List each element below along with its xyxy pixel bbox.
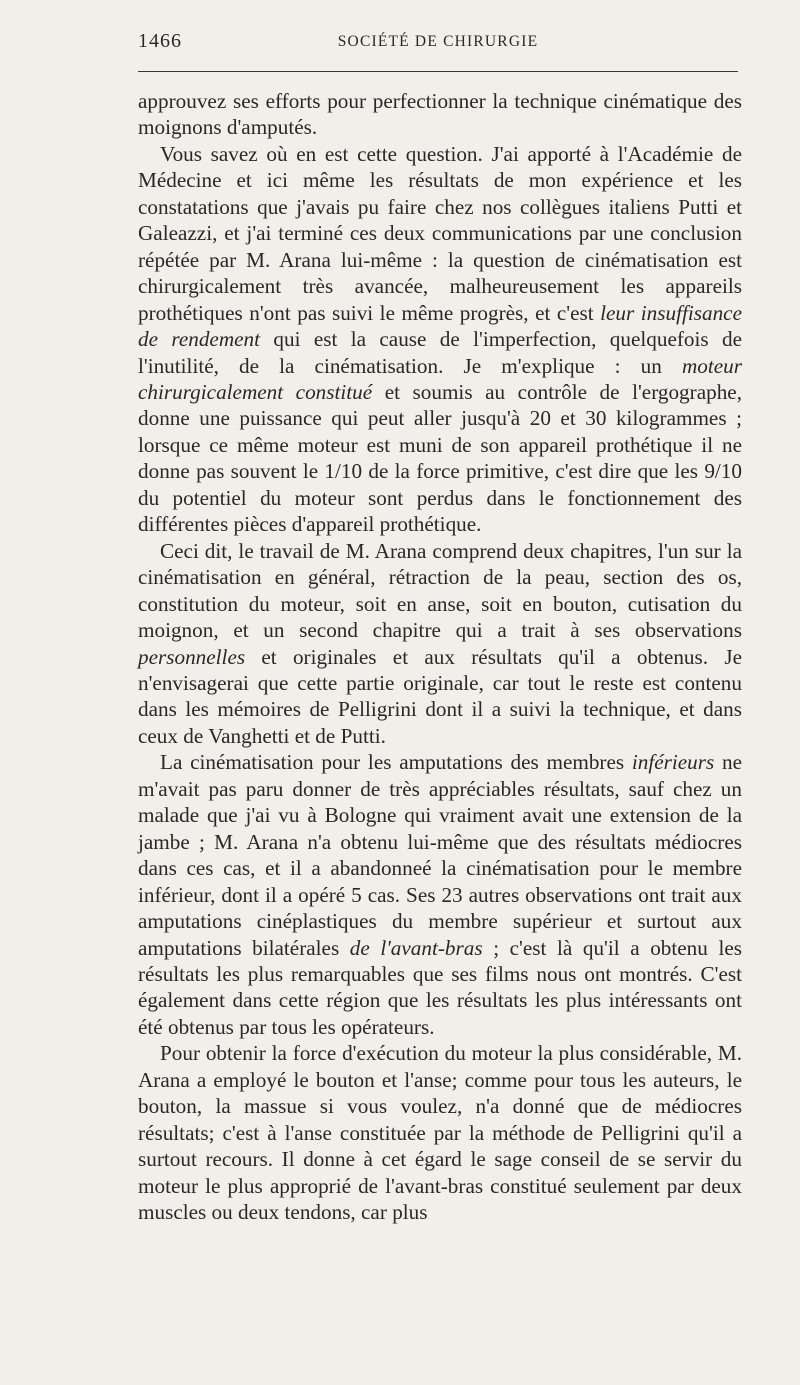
text-run: qui est la cause de l'imperfection, quelquefois de l'inutilité, de la cinématisation. Je m'explique : un bbox=[138, 327, 743, 378]
running-title: SOCIÉTÉ DE CHIRURGIE bbox=[337, 33, 539, 50]
text-run: et soumis au contrôle de l'ergographe, donne une puissance qui peut aller jusqu'à 20 et 30 kilogrammes ; lorsque ce même moteur est muni de son appareil prothétique il ne donne pas souvent le 1/10 de la force primitive, c'est dire que les 9/10 du potentiel du moteur sont perdus dans le fonctionnement des différentes pièces d'appareil prothétique. bbox=[138, 379, 742, 537]
text-run: ne m'avait pas paru donner de très appréciables résultats, sauf chez un malade que j'ai vu à Bologne qui vraiment avait une extension de la jambe ; M. Arana n'a obtenu lui-même que des résultats médiocres dans ces cas, et il a abandonneé la cinématisation pour le membre inférieur, dont il a opéré 5 cas. Ses 23 autres observations ont trait aux amputations cinéplastiques du membre supérieur et surtout aux amputations bilatérales bbox=[138, 750, 743, 960]
italic-text: inférieurs bbox=[631, 750, 715, 775]
italic-text: moteur chirurgicalement constitué bbox=[138, 353, 742, 404]
text-run: ; c'est là qu'il a obtenu les résultats les plus remarquables que ses films nous ont montrés. C'est également dans cette région que les résultats les plus intéressants ont été obtenus par tous les opérateurs. bbox=[138, 935, 742, 1039]
paragraph bbox=[138, 538, 742, 750]
italic-text: leur insuffisance de rendement bbox=[138, 300, 742, 352]
paragraph bbox=[138, 88, 742, 141]
text-run: et originales et aux résultats qu'il a obtenus. Je n'envisagerai que cette partie originale, car tout le reste est contenu dans les mémoires de Pelligrini dont il a suivi la technique, et dans ceux de Vanghetti et de Putti. bbox=[138, 644, 742, 748]
paragraph bbox=[138, 141, 742, 538]
paragraph bbox=[138, 749, 742, 1040]
text-run: Pour obtenir la force d'exécution du moteur la plus considérable, M. Arana a employé le bouton et l'anse; comme pour tous les auteurs, le bouton, la massue si vous voulez, n'a donné que de médiocres résultats; c'est à l'anse constituée par la méthode de Pelligrini qu'il a surtout recours. Il donne à cet égard le sage conseil de se servir du moteur le plus approprié de l'avant-bras constitué seulement par deux muscles ou deux tendons, car plus bbox=[138, 1041, 742, 1225]
page-number: 1466 bbox=[138, 30, 182, 52]
body-text bbox=[138, 88, 742, 1225]
text-run: approuvez ses efforts pour perfectionner la technique cinématique des moignons d'amputés. bbox=[138, 89, 742, 140]
italic-text: personnelles bbox=[138, 644, 246, 669]
header-rule bbox=[138, 71, 738, 72]
text-run: Vous savez où en est cette question. J'ai apporté à l'Académie de Médecine et ici même les résultats de mon expérience et les constatations que j'avais pu faire chez nos collègues italiens Putti et Galeazzi, et j'ai terminé ces deux communications par une conclusion répétée par M. Arana lui-même : la question de cinématisation est chirurgicalement très avancée, malheureusement les appareils prothétiques n'ont pas suivi le même progrès, et c'est bbox=[138, 141, 742, 325]
text-run: Ceci dit, le travail de M. Arana comprend deux chapitres, l'un sur la cinématisation en général, rétraction de la peau, section des os, constitution du moteur, soit en anse, soit en bouton, cutisation du moignon, et un second chapitre qui a trait à ses observations bbox=[138, 538, 742, 643]
text-run: La cinématisation pour les amputations des membres bbox=[160, 750, 632, 775]
italic-text: de l'avant-bras bbox=[349, 935, 483, 960]
page-header bbox=[138, 30, 738, 56]
paragraph bbox=[138, 1040, 742, 1225]
